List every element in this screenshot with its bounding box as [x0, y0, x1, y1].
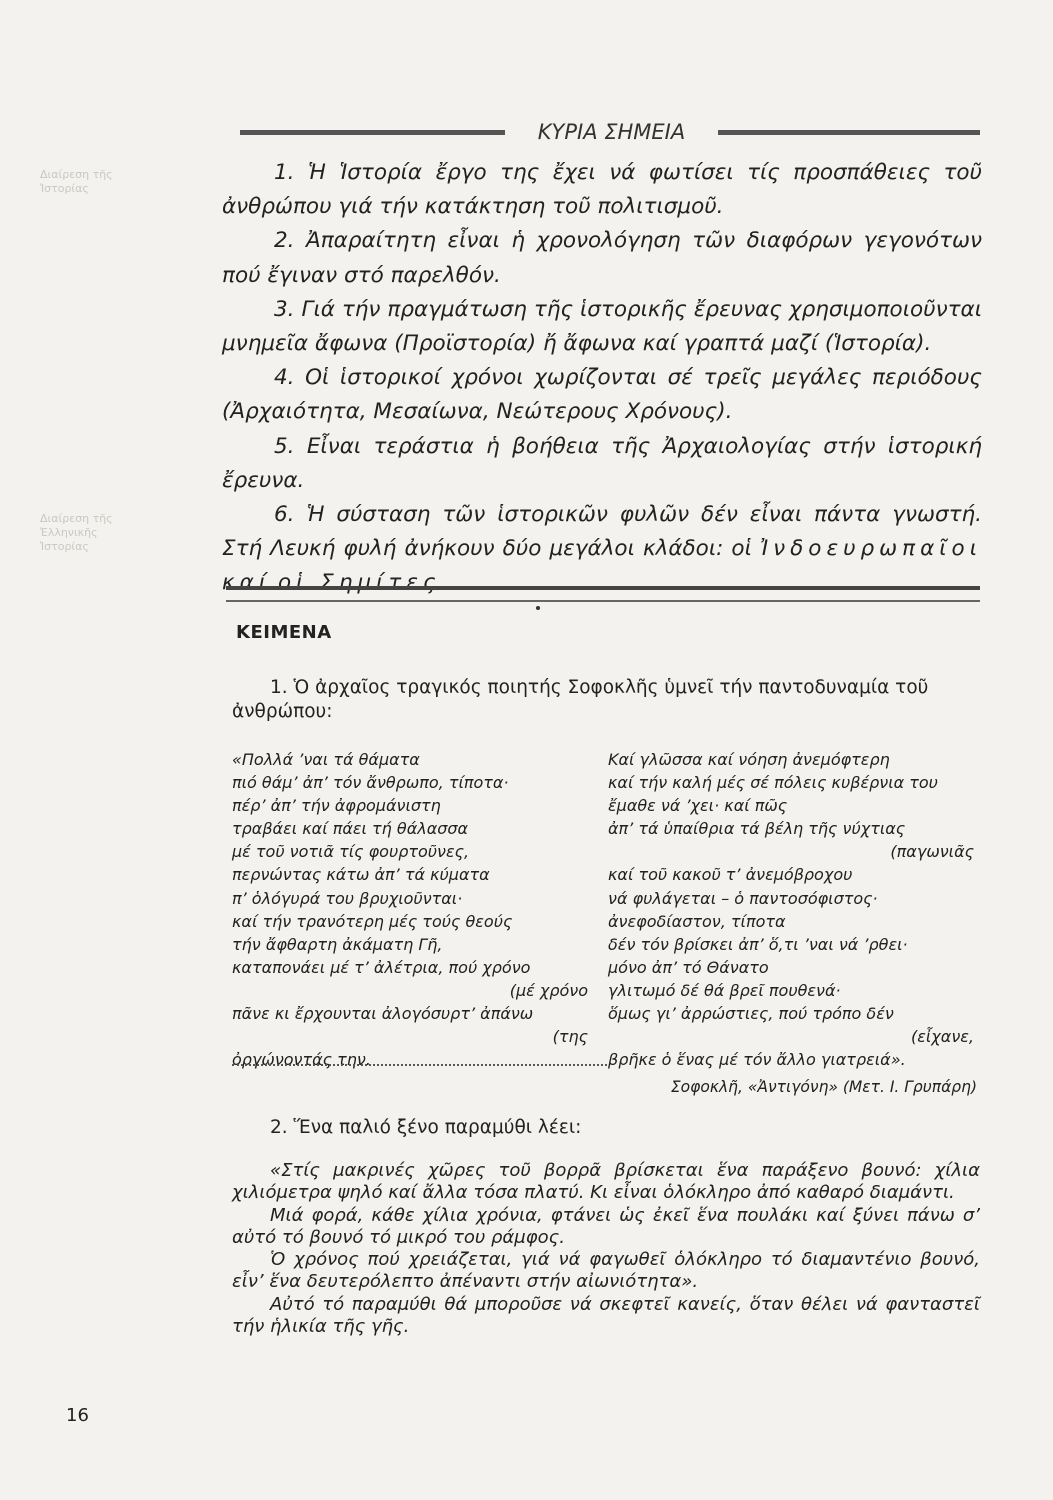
main-point-2: 2. Ἀπαραίτητη εἶναι ἡ χρονολόγηση τῶν διαφόρων γεγονότων πού ἔγιναν στό παρελθόν. — [222, 228, 982, 288]
poem-line-overflow: (μέ χρόνο — [509, 980, 588, 1000]
header-rule-left — [240, 130, 505, 135]
poem-line: ἔμαθε νά ’χει· καί πῶς — [608, 796, 788, 816]
poem-line-overflow: (της — [552, 1027, 588, 1047]
poem-line: καί τήν τρανότερη μές τούς θεούς — [232, 911, 513, 931]
keimena-title: ΚΕΙΜΕΝΑ — [236, 622, 332, 643]
main-point-4: 4. Οἱ ἱστορικοί χρόνοι χωρίζονται σέ τρεῖς μεγάλες περιόδους (Ἀρχαιότητα, Μεσαίωνα, Νεώτερους Χρόνους). — [222, 365, 982, 425]
poem-line: μόνο ἀπ’ τό Θάνατο — [608, 957, 769, 977]
poem-line: δέν τόν βρίσκει ἀπ’ ὅ,τι ’ναι νά ’ρθει· — [608, 934, 908, 954]
term-conjunction: καί — [222, 570, 272, 596]
story-paragraph: Ὁ χρόνος πού χρειάζεται, γιά νά φαγωθεῖ ὁλόκληρο τό διαμαντένιο βουνό, εἶν’ ἕνα δευτερόλεπτο ἀπέναντι στήν αἰωνιότητα». — [232, 1249, 980, 1293]
poem-line: ἀνεφοδίαστον, τίποτα — [608, 911, 786, 931]
poem-line: καί τήν καλή μές σέ πόλεις κυβέρνια του — [608, 773, 938, 793]
poem-line: «Πολλά ’ναι τά θάματα — [232, 750, 420, 769]
poem-line: Καί γλῶσσα καί νόηση ἀνεμόφτερη — [608, 750, 890, 769]
poem-line: ὀργώνοντάς την. — [232, 1050, 371, 1070]
term-semites: οἱ Σημίτες — [277, 570, 441, 596]
page-number: 16 — [66, 1405, 89, 1426]
poem-line: μέ τοῦ νοτιᾶ τίς φουρτοῦνες, — [232, 842, 470, 862]
poem-line: πιό θάμ’ ἀπ’ τόν ἄνθρωπο, τίποτα· — [232, 773, 509, 793]
section-title: ΚΥΡΙΑ ΣΗΜΕΙΑ — [537, 120, 686, 144]
fairy-tale-text — [232, 1160, 980, 1338]
poem-column-left — [232, 748, 592, 1071]
story-paragraph: «Στίς μακρινές χῶρες τοῦ βορρᾶ βρίσκεται ἕνα παράξενο βουνό: χίλια χιλιόμετρα ψηλό καί ἄλλα τόσα πλατύ. Κι εἶναι ὁλόκληρο ἀπό καθαρό διαμάντι. — [232, 1160, 980, 1204]
main-point-6-text: 6. Ἡ σύσταση τῶν ἱστορικῶν φυλῶν δέν εἶναι πάντα γνωστή. Στή Λευκή φυλή ἀνήκουν δύο μεγάλοι κλάδοι: οἱ — [222, 502, 982, 562]
poem-line: καταπονάει μέ τ’ ἀλέτρια, πού χρόνο — [232, 957, 531, 977]
main-points-list — [222, 156, 982, 601]
margin-note-1: Διαίρεση τῆς Ἱστορίας — [40, 168, 113, 195]
poem-line: καί τοῦ κακοῦ τ’ ἀνεμόβροχου — [608, 865, 853, 885]
poem-line-overflow: (εἶχανε, — [911, 1027, 974, 1047]
section-divider — [226, 586, 980, 602]
main-point-3: 3. Γιά τήν πραγμάτωση τῆς ἱστορικῆς ἔρευνας χρησιμοποιοῦνται μνημεῖα ἄφωνα (Προϊστορία) ἤ ἄφωνα καί γραπτά μαζί (Ἱστορία). — [222, 296, 982, 357]
poem-line: γλιτωμό δέ θά βρεῖ πουθενά· — [608, 980, 841, 1000]
poem-column-right — [608, 748, 978, 1071]
poem-line: ὅμως γι’ ἀρρώστιες, πού τρόπο δέν — [608, 1004, 894, 1024]
term-indoeuropeans: Ἰνδοευρωπαῖοι — [759, 536, 982, 562]
poem-line: τήν ἄφθαρτη ἀκάματη Γῆ, — [232, 934, 443, 954]
story-paragraph: Αὐτό τό παραμύθι θά μποροῦσε νά σκεφτεῖ κανείς, ὅταν θέλει νά φανταστεῖ τήν ἡλικία τῆς γῆς. — [232, 1293, 980, 1338]
main-point-5: 5. Εἶναι τεράστια ἡ βοήθεια τῆς Ἀρχαιολογίας στήν ἱστορική ἔρευνα. — [222, 433, 982, 493]
text1-intro: 1. Ὁ ἀρχαῖος τραγικός ποιητής Σοφοκλῆς ὑμνεῖ τήν παντοδυναμία τοῦ ἀνθρώπου: — [232, 677, 929, 722]
poem-line: νά φυλάγεται – ὁ παντοσόφιστος· — [608, 888, 878, 908]
poem-line: περνώντας κάτω ἀπ’ τά κύματα — [232, 865, 490, 885]
poem-line: ἀπ’ τά ὑπαίθρια τά βέλη τῆς νύχτιας — [608, 819, 906, 839]
poem-line: π’ ὁλόγυρά του βρυχιοῦνται· — [232, 888, 463, 908]
main-point-6-end: . — [440, 570, 448, 596]
main-point-1: 1. Ἡ Ἱστορία ἔργο της ἔχει νά φωτίσει τίς προσπάθειες τοῦ ἀνθρώπου γιά τήν κατάκτηση τοῦ πολιτισμοῦ. — [222, 160, 982, 220]
poem-ellipsis-rule — [232, 1064, 607, 1066]
section-header-kyria — [240, 120, 980, 146]
poem-line: βρῆκε ὁ ἕνας μέ τόν ἄλλο γιατρειά». — [608, 1050, 906, 1070]
poem-line: πᾶνε κι ἔρχουνται ἀλογόσυρτ’ ἀπάνω — [232, 1004, 534, 1024]
story-paragraph: Μιά φορά, κάθε χίλια χρόνια, φτάνει ὡς ἐκεῖ ἕνα πουλάκι καί ξύνει πάνω σ’ αὐτό τό βουνό τό μικρό του ράμφος. — [232, 1204, 980, 1248]
text2-intro: 2. Ἕνα παλιό ξένο παραμύθι λέει: — [270, 1117, 582, 1138]
poem-line: πέρ’ ἀπ’ τήν ἀφρομάνιστη — [232, 796, 441, 816]
margin-note-2: Διαίρεση τῆς Ἑλληνικῆς Ἱστορίας — [40, 512, 113, 553]
header-rule-right — [718, 130, 980, 135]
dot-mark — [536, 606, 540, 610]
poem-line-overflow: (παγωνιᾶς — [890, 842, 974, 862]
poem-source: Σοφοκλῆ, «Ἀντιγόνη» (Μετ. Ι. Γρυπάρη) — [670, 1078, 977, 1096]
poem-line: τραβάει καί πάει τή θάλασσα — [232, 819, 469, 839]
